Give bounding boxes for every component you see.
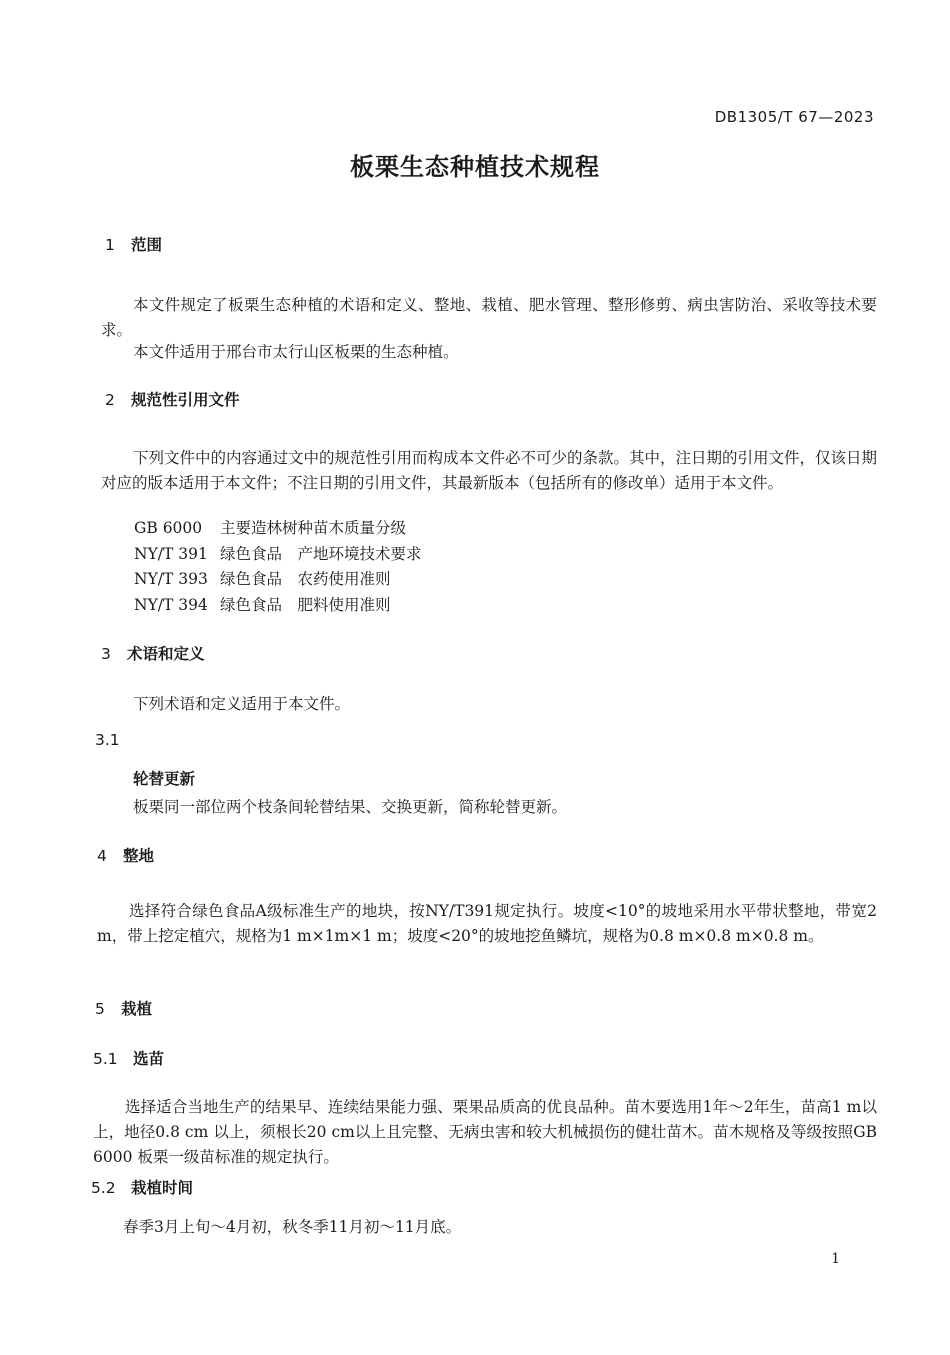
subsection-heading-5-2 bbox=[91, 1176, 193, 1198]
section-title: 栽植 bbox=[121, 1000, 153, 1018]
section-heading-3 bbox=[101, 642, 205, 664]
reference-name: 绿色食品 农药使用准则 bbox=[220, 570, 391, 588]
subsection-heading-5-1 bbox=[93, 1047, 164, 1069]
paragraph: 本文件规定了板栗生态种植的术语和定义、整地、栽植、肥水管理、整形修剪、病虫害防治、采收等技术要求。 bbox=[101, 296, 877, 339]
section-number: 3 bbox=[101, 645, 111, 663]
reference-item bbox=[134, 516, 406, 538]
subsection-number: 3.1 bbox=[95, 731, 120, 749]
section-heading-5 bbox=[95, 997, 152, 1019]
section-title: 范围 bbox=[131, 236, 163, 254]
subsection-number: 5.2 bbox=[91, 1179, 116, 1197]
paragraph: 本文件适用于邢台市太行山区板栗的生态种植。 bbox=[133, 343, 459, 361]
reference-name: 绿色食品 产地环境技术要求 bbox=[220, 545, 422, 563]
reference-code: NY/T 391 bbox=[134, 545, 208, 563]
section-number: 1 bbox=[105, 236, 115, 254]
section-title: 规范性引用文件 bbox=[131, 391, 240, 409]
term-definition: 板栗同一部位两个枝条间轮替结果、交换更新，简称轮替更新。 bbox=[133, 798, 568, 816]
section-number: 5 bbox=[95, 1000, 105, 1018]
paragraph: 选择适合当地生产的结果早、连续结果能力强、栗果品质高的优良品种。苗木要选用1年～2年生，苗高1 m以上，地径0.8 cm 以上，须根长20 cm以上且完整、无病虫害和较大机械损伤的健壮苗木。苗木规格及等级按照GB 6000 板栗一级苗标准的规定执行。 bbox=[93, 1098, 877, 1166]
paragraph: 选择符合绿色食品A级标准生产的地块，按NY/T391规定执行。坡度<10°的坡地采用水平带状整地，带宽2 m，带上挖定植穴，规格为1 m×1m×1 m；坡度<20°的坡地挖鱼鳞坑，规格为0.8 m×0.8 m×0.8 m。 bbox=[97, 902, 877, 945]
subsection-title: 选苗 bbox=[133, 1050, 165, 1068]
subsection-number: 5.1 bbox=[93, 1050, 118, 1068]
reference-item bbox=[134, 567, 391, 589]
section-title: 整地 bbox=[123, 847, 155, 865]
document-number: DB1305/T 67—2023 bbox=[714, 108, 874, 126]
section-title: 术语和定义 bbox=[127, 645, 205, 663]
subsection-title: 栽植时间 bbox=[131, 1179, 194, 1197]
section-heading-4 bbox=[97, 844, 154, 866]
term-heading: 轮替更新 bbox=[133, 770, 196, 788]
page-number: 1 bbox=[831, 1251, 840, 1267]
page-title: 板栗生态种植技术规程 bbox=[350, 153, 600, 181]
section-heading-1 bbox=[105, 233, 162, 255]
section-number: 2 bbox=[105, 391, 115, 409]
reference-name: 主要造林树种苗木质量分级 bbox=[220, 519, 407, 537]
section-number: 4 bbox=[97, 847, 107, 865]
reference-name: 绿色食品 肥料使用准则 bbox=[220, 596, 391, 614]
reference-item bbox=[134, 542, 422, 564]
reference-code: GB 6000 bbox=[134, 519, 203, 537]
paragraph: 下列文件中的内容通过文中的规范性引用而构成本文件必不可少的条款。其中，注日期的引用文件，仅该日期对应的版本适用于本文件；不注日期的引用文件，其最新版本（包括所有的修改单）适用于本文件。 bbox=[101, 449, 878, 492]
reference-code: NY/T 393 bbox=[134, 570, 208, 588]
paragraph: 下列术语和定义适用于本文件。 bbox=[133, 695, 351, 713]
paragraph: 春季3月上旬～4月初，秋冬季11月初～11月底。 bbox=[123, 1218, 462, 1236]
section-heading-2 bbox=[105, 388, 240, 410]
reference-code: NY/T 394 bbox=[134, 596, 208, 614]
reference-item bbox=[134, 593, 391, 615]
